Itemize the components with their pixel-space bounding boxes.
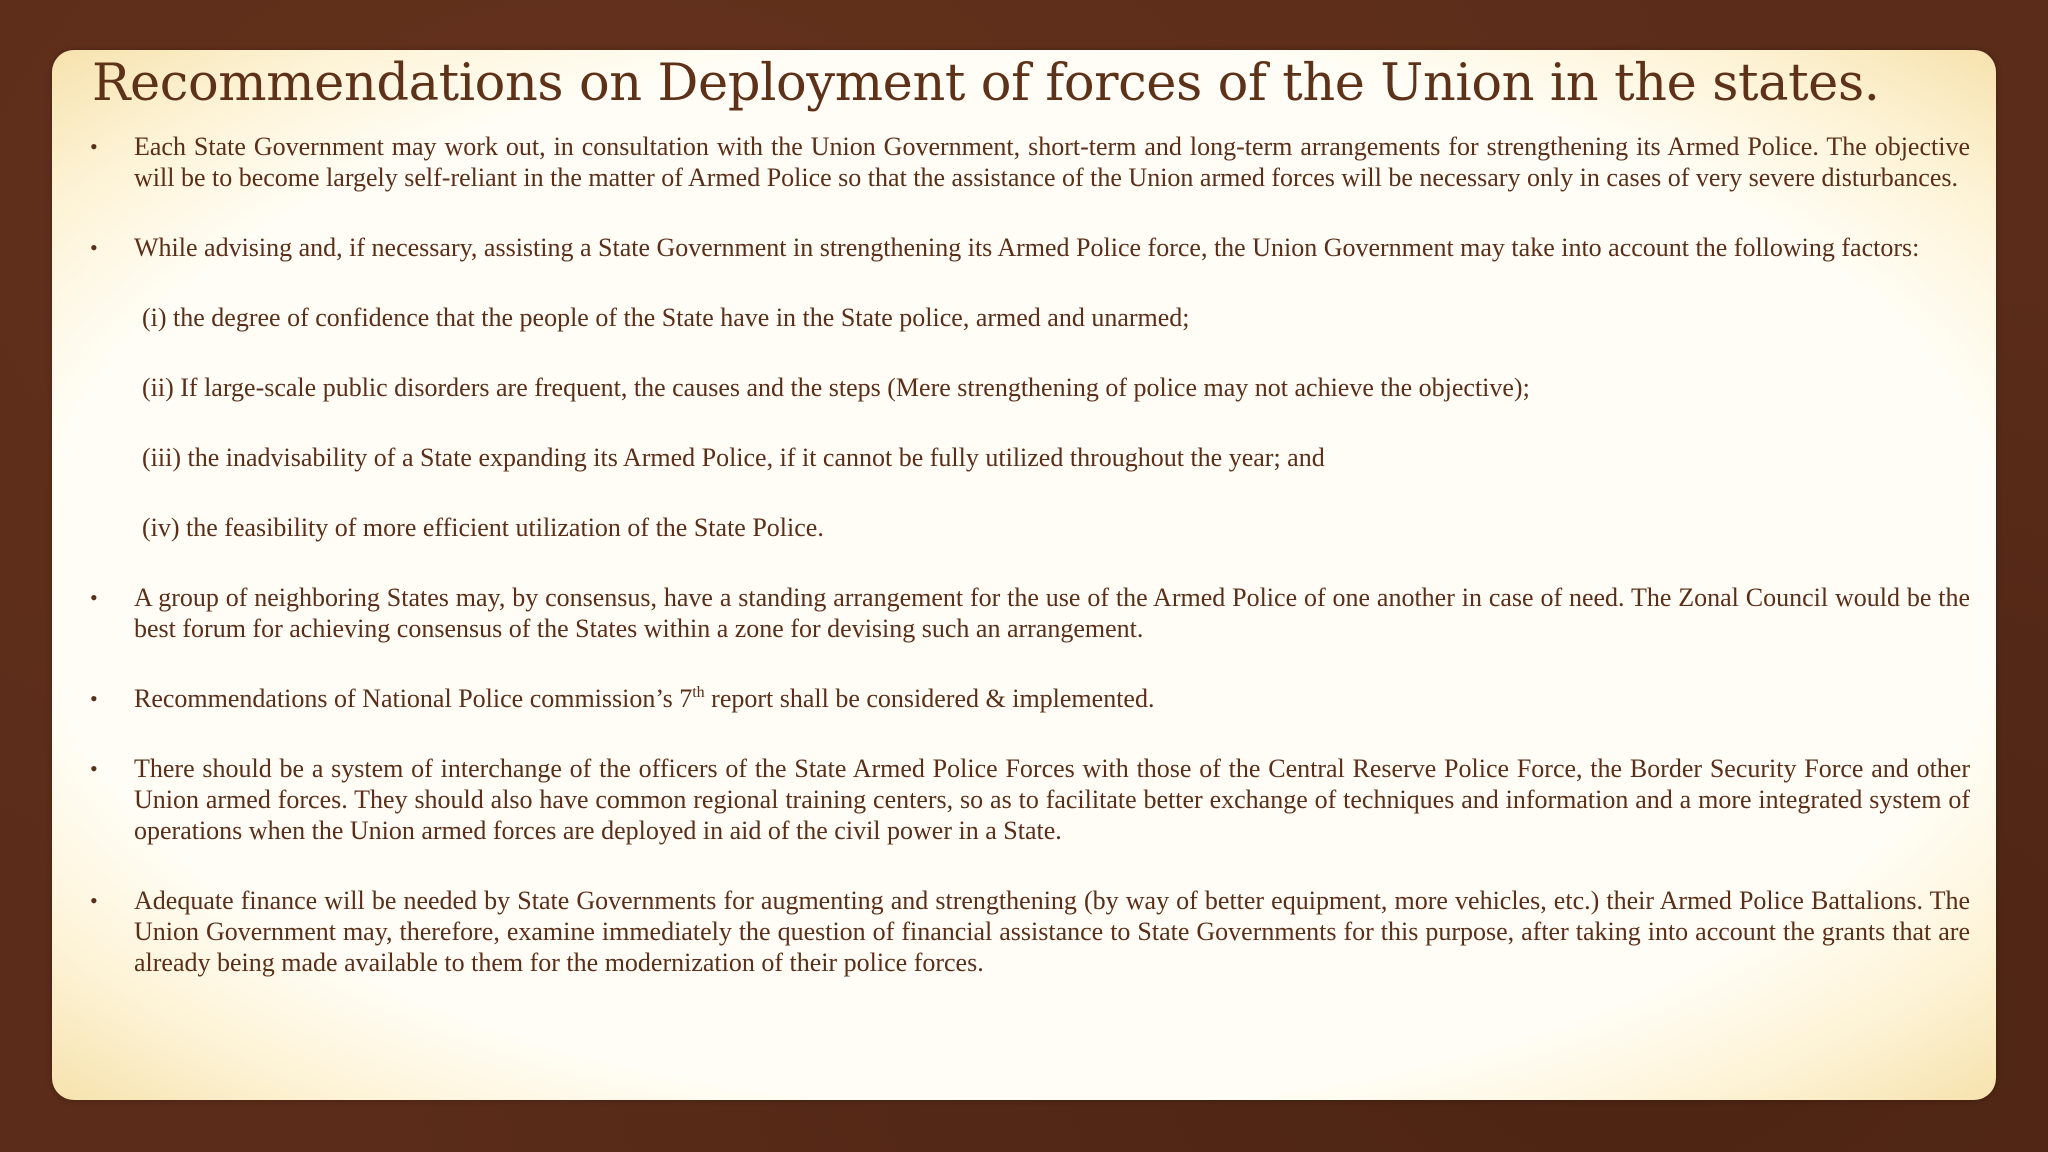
npc-text-after: report shall be considered & implemented.: [704, 684, 1155, 713]
npc-text-before: Recommendations of National Police commission’s 7: [134, 684, 693, 713]
bullet-text: Adequate finance will be needed by State Governments for augmenting and strengthening (by way of better equipment, more vehicles, etc.) their Armed Police Battalions. The Union Government may, therefore, examine immediately the question of financial assistance to State Governments for this purpose, after taking into account the grants that are already being made available to them for the modernization of their police forces.: [134, 886, 1970, 977]
bullet-icon: •: [90, 686, 98, 711]
factor-item: (ii) If large-scale public disorders are frequent, the causes and the steps (Mere strengthening of police may not achieve the objective);: [142, 373, 1530, 402]
bullet-icon: •: [90, 888, 98, 913]
slide-body: [86, 131, 1970, 978]
bullet-icon: •: [90, 756, 98, 781]
factor-item: (iii) the inadvisability of a State expanding its Armed Police, if it cannot be fully utilized throughout the year; and: [142, 443, 1325, 472]
slide-title: Recommendations on Deployment of forces of the Union in the states.: [92, 54, 1880, 113]
bullet-point: [86, 753, 1970, 846]
factor-item: (i) the degree of confidence that the people of the State have in the State police, armed and unarmed;: [142, 303, 1190, 332]
bullet-icon: •: [90, 235, 98, 260]
npc-superscript: th: [692, 684, 705, 701]
bullet-point: [86, 131, 1970, 193]
bullet-text: A group of neighboring States may, by consensus, have a standing arrangement for the use of the Armed Police of one another in case of need. The Zonal Council would be the best forum for achieving consensus of the States within a zone for devising such an arrangement.: [134, 583, 1970, 643]
bullet-text: Each State Government may work out, in consultation with the Union Government, short-term and long-term arrangements for strengthening its Armed Police. The objective will be to become largely self-reliant in the matter of Armed Police so that the assistance of the Union armed forces will be necessary only in cases of very severe disturbances.: [134, 132, 1970, 192]
bullet-point: [86, 232, 1970, 263]
bullet-text: While advising and, if necessary, assisting a State Government in strengthening its Armed Police force, the Union Government may take into account the following factors:: [134, 233, 1920, 262]
bullet-icon: •: [90, 585, 98, 610]
factor-item: (iv) the feasibility of more efficient utilization of the State Police.: [142, 513, 824, 542]
bullet-text-npc: [134, 684, 1154, 713]
bullet-point: [86, 885, 1970, 978]
bullet-point: [86, 683, 1970, 714]
bullet-icon: •: [90, 134, 98, 159]
bullet-text: There should be a system of interchange of the officers of the State Armed Police Forces with those of the Central Reserve Police Force, the Border Security Force and other Union armed forces. They should also have common regional training centers, so as to facilitate better exchange of techniques and information and a more integrated system of operations when the Union armed forces are deployed in aid of the civil power in a State.: [134, 754, 1970, 845]
bullet-point: [86, 582, 1970, 644]
